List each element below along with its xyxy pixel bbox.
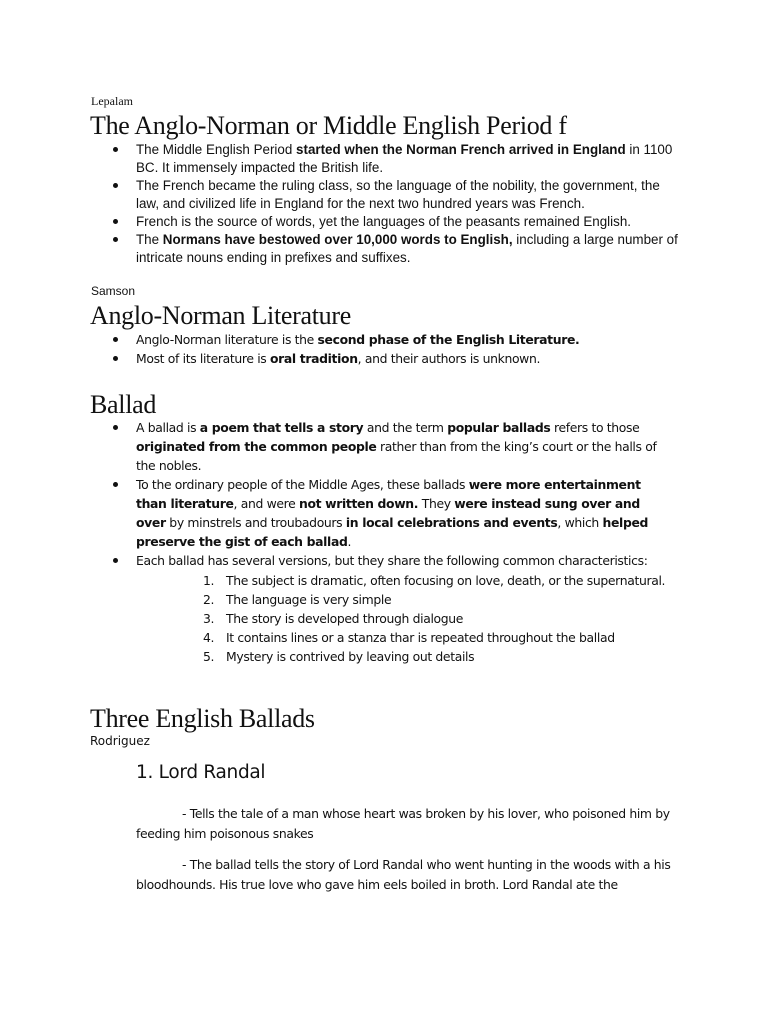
ballad-characteristics-list [200, 571, 670, 666]
characteristic-text: It contains lines or a stanza thar is repeated throughout the ballad [226, 630, 615, 645]
text-run: Anglo-Norman literature is the [136, 332, 318, 347]
section-title-three-english-ballads: Three English Ballads [90, 704, 315, 733]
middle-english-bullets [110, 141, 680, 267]
text-run: The French became the ruling class, so the language of the nobility, the government, the law, and civilized life in England for the next two hundred years was French. [136, 178, 660, 211]
text-run: , which [557, 515, 603, 530]
text-run: A ballad is [136, 420, 200, 435]
list-number: 5. [203, 649, 215, 664]
lord-randal-paragraph-1: - Tells the tale of a man whose heart was broken by his lover, who poisoned him by feeding him poisonous snakes [136, 806, 670, 841]
text-run: rather than from the king’s court or the halls of the nobles. [136, 439, 657, 473]
text-run: French is the source of words, yet the languages of the peasants remained English. [136, 214, 631, 229]
list-number: 4. [203, 630, 215, 645]
anglo-norman-bullets [110, 330, 680, 368]
characteristic-item [200, 647, 670, 666]
bullet-item [110, 213, 680, 231]
bold-text: a poem that tells a story [199, 420, 364, 435]
text-run: They [418, 496, 455, 511]
bold-text: popular ballads [447, 420, 551, 435]
section-title-ballad: Ballad [90, 390, 157, 419]
text-run: Each ballad has several versions, but they share the following common characteristics: [136, 553, 648, 568]
text-run: Most of its literature is [136, 351, 270, 366]
characteristic-text: The story is developed through dialogue [226, 611, 464, 626]
characteristic-item [200, 628, 670, 647]
text-run: The Middle English Period [136, 142, 297, 157]
lord-randal-paragraph-2: - The ballad tells the story of Lord Randal who went hunting in the woods with a his bloodhounds. His true love who gave him eels boiled in broth. Lord Randal ate the [136, 857, 671, 892]
bullet-item [110, 231, 680, 267]
ballad-heading-lord-randal: 1. Lord Randal [136, 762, 266, 783]
characteristic-item [200, 609, 670, 628]
text-run: , and their authors is unknown. [357, 351, 541, 366]
text-run: in 1100 BC. It immensely impacted the British life. [136, 142, 673, 175]
section-title-anglo-norman-literature: Anglo-Norman Literature [90, 301, 351, 330]
text-run: and the term [363, 420, 448, 435]
bold-text: oral tradition [270, 351, 358, 366]
section-title-middle-english: The Anglo-Norman or Middle English Period f [90, 111, 567, 140]
text-run: , and were [233, 496, 299, 511]
ballad-bullets [110, 418, 658, 570]
characteristic-text: The subject is dramatic, often focusing on love, death, or the supernatural. [226, 573, 666, 588]
text-run: by minstrels and troubadours [165, 515, 346, 530]
bullet-item [110, 330, 680, 349]
bold-text: Normans have bestowed over 10,000 words to English, [162, 232, 513, 247]
text-run: . [347, 534, 352, 549]
bullet-item [110, 141, 680, 177]
bullet-item [110, 418, 658, 475]
text-run: To the ordinary people of the Middle Ages, these ballads [136, 477, 469, 492]
list-number: 2. [203, 592, 215, 607]
characteristic-item [200, 590, 670, 609]
bold-text: originated from the common people [136, 439, 377, 454]
text-run: including a large number of intricate nouns ending in prefixes and suffixes. [136, 232, 678, 265]
list-number: 1. [203, 573, 215, 588]
text-run: The [136, 232, 163, 247]
author-label-samson: Samson [91, 284, 136, 298]
bold-text: in local celebrations and events [345, 515, 558, 530]
list-number: 3. [203, 611, 215, 626]
characteristic-text: Mystery is contrived by leaving out details [226, 649, 475, 664]
bold-text: were instead sung over and over [136, 496, 640, 530]
bullet-item [110, 475, 658, 551]
bullet-item [110, 551, 658, 570]
bold-text: started when the Norman French arrived in England [296, 142, 626, 157]
bullet-item [110, 349, 680, 368]
bold-text: helped preserve the gist of each ballad [136, 515, 649, 549]
characteristic-text: The language is very simple [226, 592, 392, 607]
bullet-item [110, 177, 680, 213]
bold-text: second phase of the English Literature. [317, 332, 580, 347]
author-label-rodriguez: Rodriguez [90, 734, 150, 748]
author-label-lepalam: Lepalam [91, 94, 133, 108]
text-run: refers to those [550, 420, 640, 435]
bold-text: were more entertainment than literature [136, 477, 641, 511]
bold-text: not written down. [298, 496, 419, 511]
characteristic-item [200, 571, 670, 590]
